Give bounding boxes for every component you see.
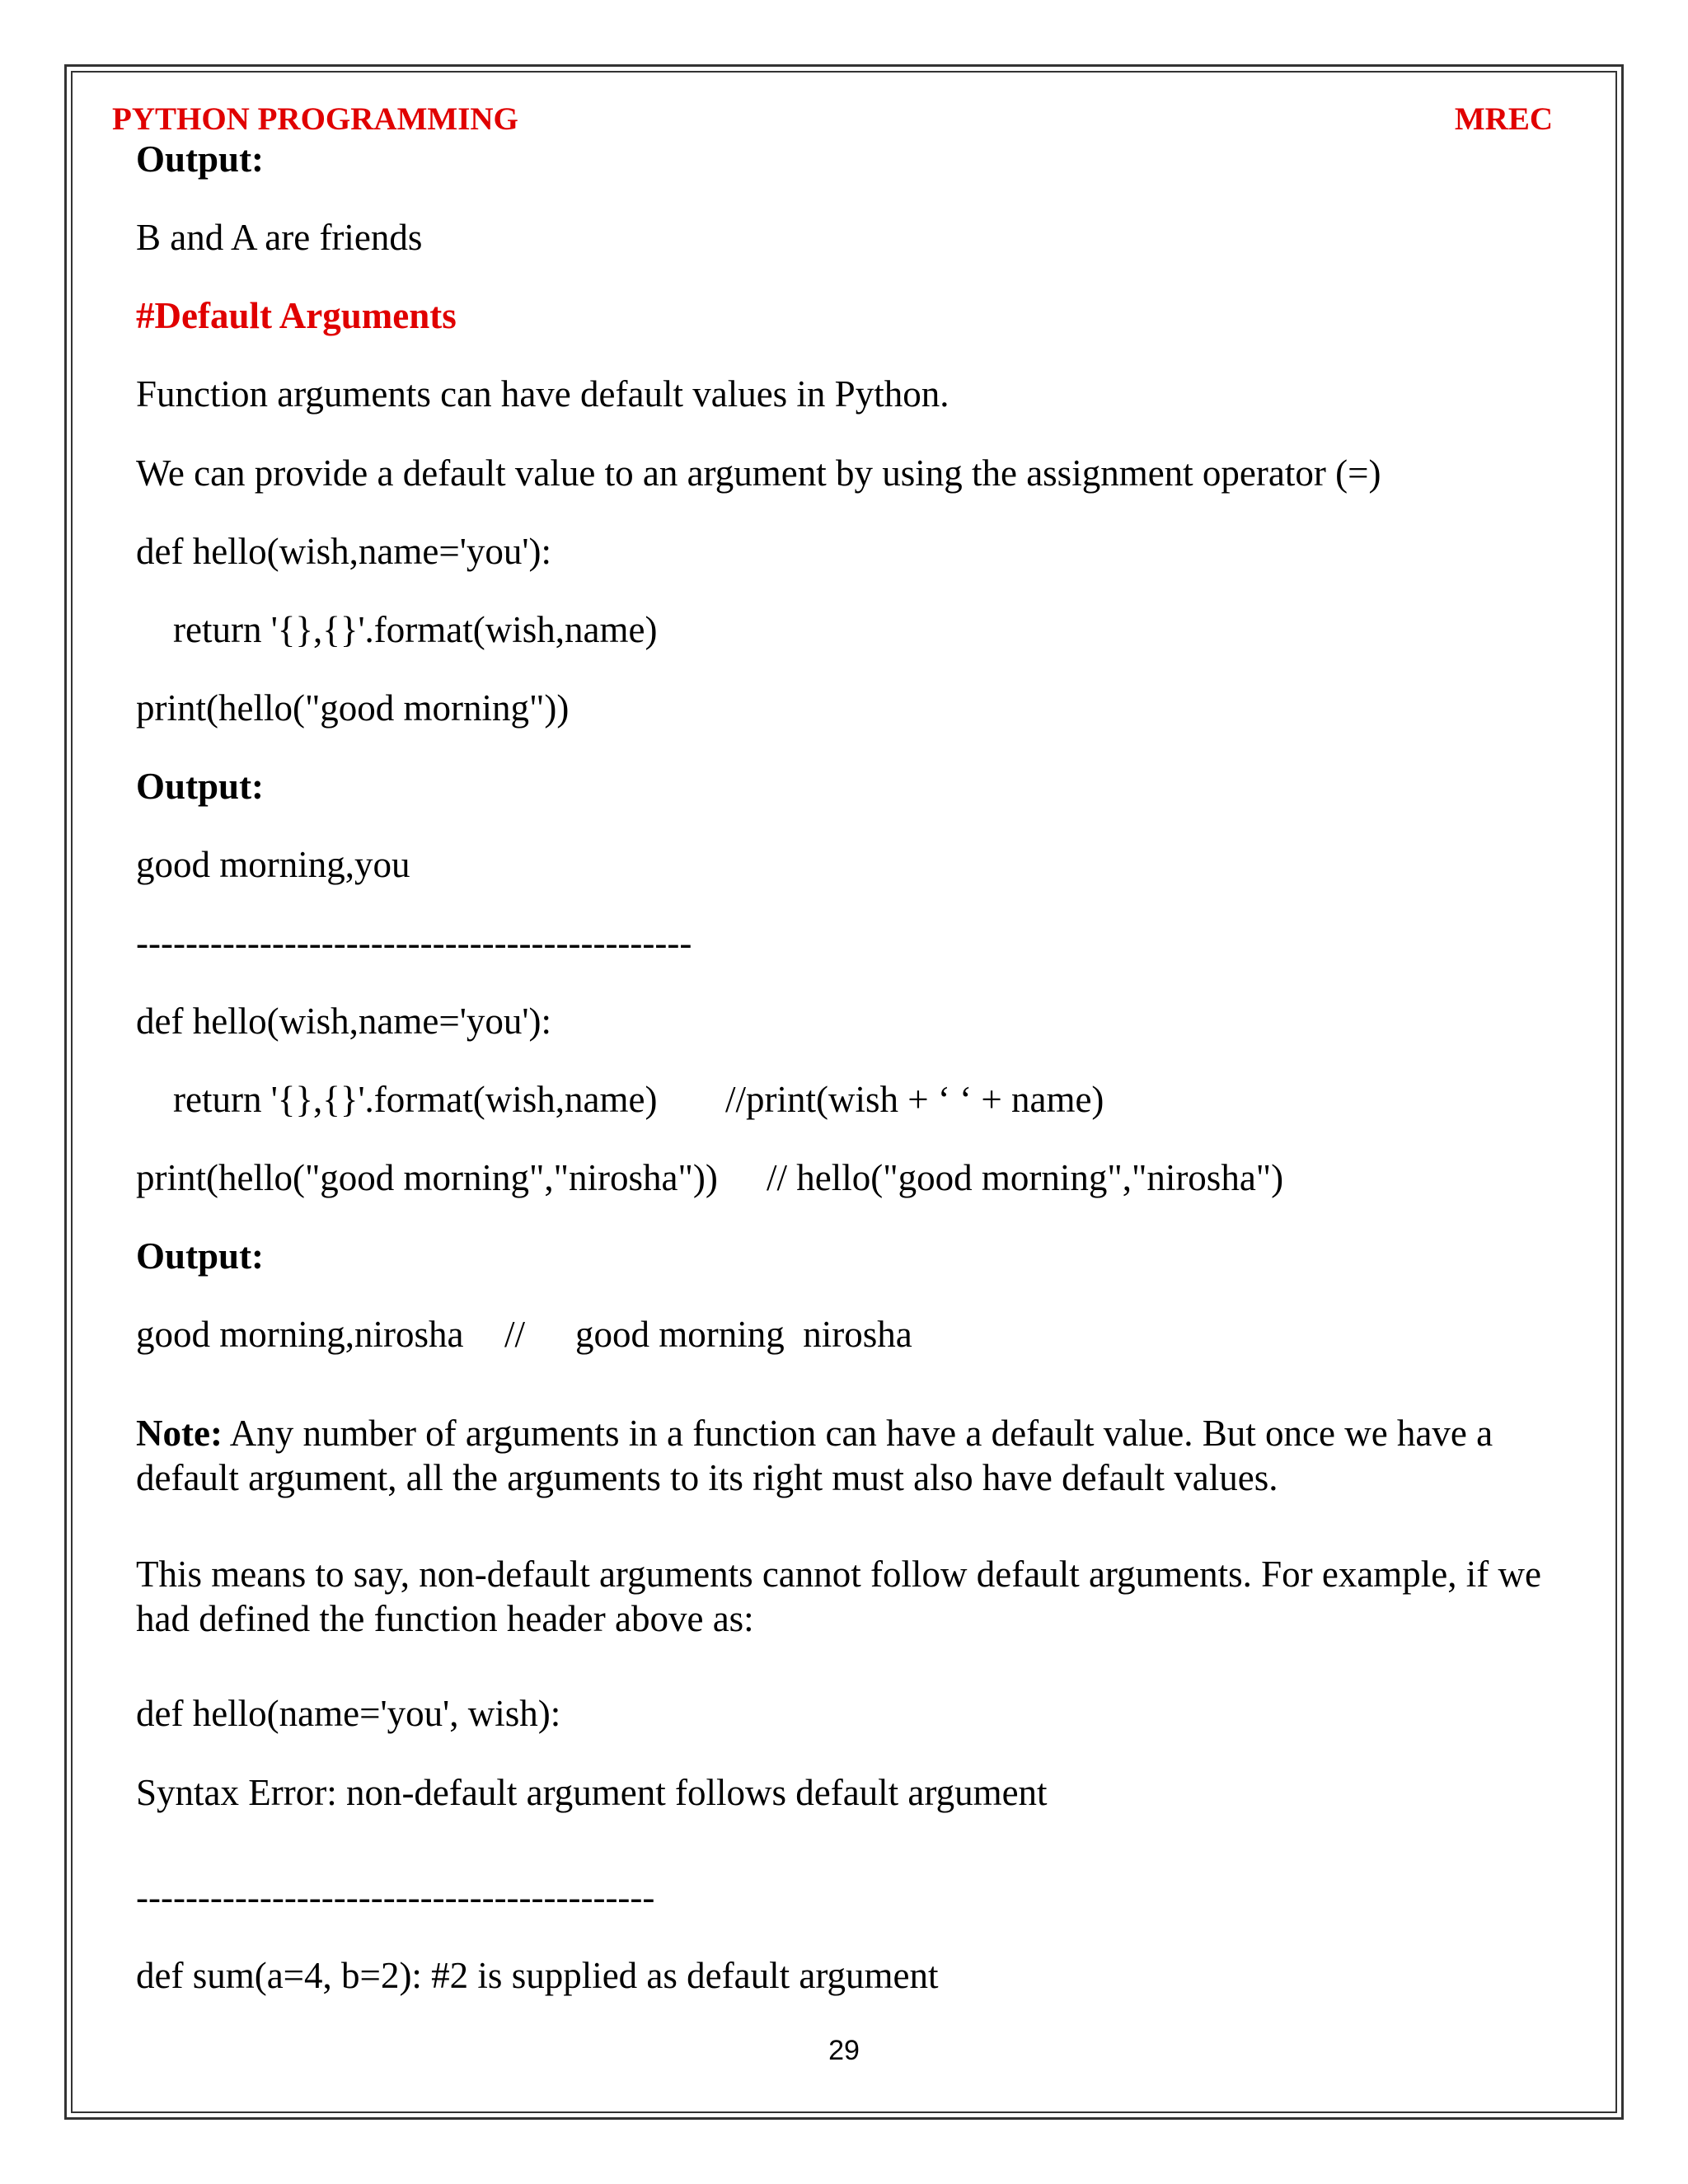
output-comment-marker: // [504,1314,526,1355]
header-code: MREC [1454,101,1553,137]
output-text-3: good morning,nirosha [136,1314,464,1355]
section-title: #Default Arguments [136,295,457,336]
output-label-2: Output: [136,766,265,807]
note-label: Note: [136,1413,223,1454]
output-text-1: B and A are friends [136,217,423,258]
note-paragraph [136,1411,1562,1500]
code-comment: //print(wish + ‘ ‘ + name) [725,1079,1104,1120]
code-line: print(hello("good morning","nirosha")) [136,1157,718,1198]
code-line: return '{},{}'.format(wish,name) [173,609,658,650]
output-label-1: Output: [136,138,265,180]
page-number: 29 [828,2035,860,2066]
output-text-2: good morning,you [136,844,410,885]
syntax-error-text: Syntax Error: non-default argument follows default argument [136,1772,1048,1813]
divider: --------------------------------------------- [136,922,692,963]
output-comment-text: good morning nirosha [575,1314,912,1355]
code-line: def hello(wish,name='you'): [136,1001,551,1042]
note-text: Any number of arguments in a function can have a default value. But once we have a default argument, all the arguments to its right must also have default values. [136,1413,1493,1498]
code-line: print(hello("good morning")) [136,687,570,729]
code-line: def sum(a=4, b=2): #2 is supplied as default argument [136,1955,939,1996]
means-paragraph: This means to say, non-default arguments cannot follow default arguments. For example, if we had defined the function header above as: [136,1554,1541,1639]
code-line: def hello(name='you', wish): [136,1693,561,1734]
output-label-3: Output: [136,1235,265,1277]
code-line: return '{},{}'.format(wish,name) [173,1079,658,1120]
code-comment: // hello("good morning","nirosha") [767,1157,1284,1198]
divider: ------------------------------------------ [136,1877,655,1918]
intro-line-1: Function arguments can have default values in Python. [136,373,950,415]
header-title: PYTHON PROGRAMMING [112,101,518,137]
code-line: def hello(wish,name='you'): [136,531,551,572]
intro-line-2: We can provide a default value to an argument by using the assignment operator (=) [136,452,1381,494]
